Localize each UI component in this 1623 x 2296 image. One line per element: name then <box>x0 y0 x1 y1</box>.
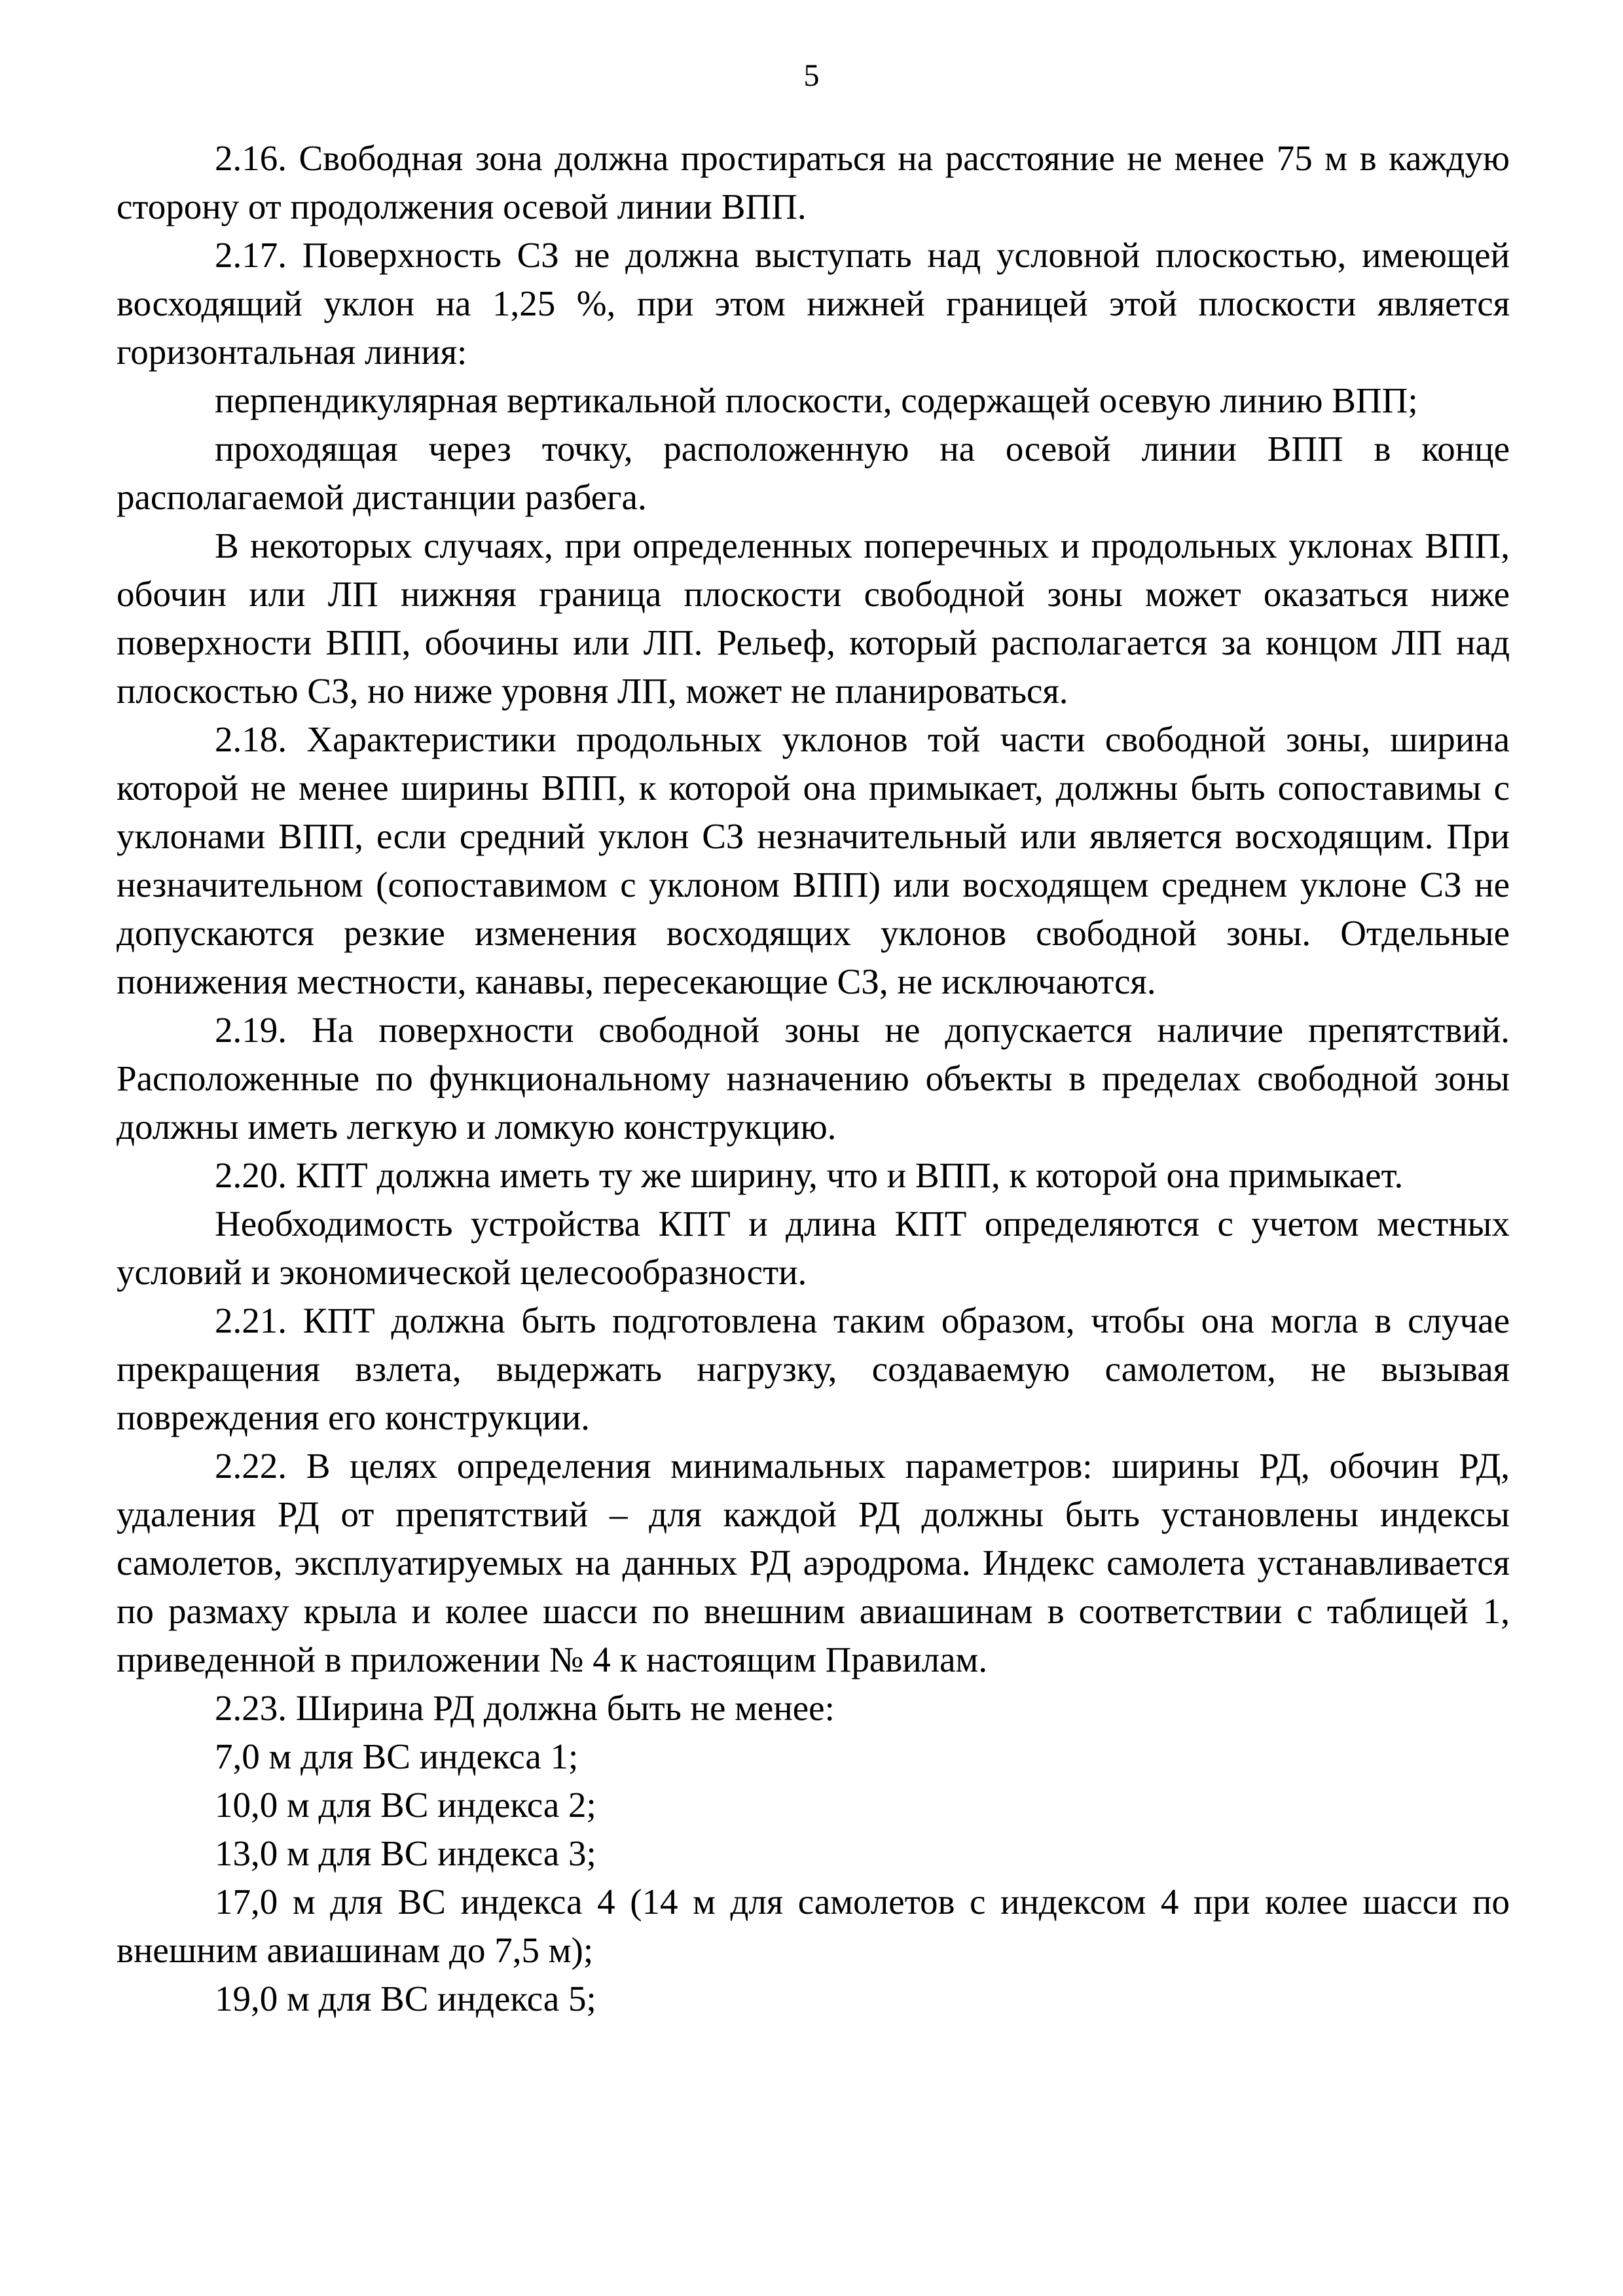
list-item-passing-point: проходящая через точку, расположенную на осевой линии ВПП в конце располагаемой дистанции разбега. <box>117 429 1510 517</box>
page-number: 5 <box>803 58 820 93</box>
list-item-index-2: 10,0 м для ВС индекса 2; <box>215 1785 596 1825</box>
list-item-index-4: 17,0 м для ВС индекса 4 (14 м для самолетов с индексом 4 при колее шасси по внешним авиашинам до 7,5 м); <box>117 1882 1510 1970</box>
paragraph-2-19: 2.19. На поверхности свободной зоны не допускается наличие препятствий. Расположенные по функциональному назначению объекты в пределах свободной зоны должны иметь легкую и ломкую конструкцию. <box>117 1010 1510 1147</box>
paragraph-some-cases: В некоторых случаях, при определенных поперечных и продольных уклонах ВПП, обочин или ЛП нижняя граница плоскости свободной зоны может оказаться ниже поверхности ВПП, обочины или ЛП. Рельеф, который располагается за концом ЛП над плоскостью СЗ, но ниже уровня ЛП, может не планироваться. <box>117 526 1510 711</box>
paragraph-2-22: 2.22. В целях определения минимальных параметров: ширины РД, обочин РД, удаления РД от препятствий – для каждой РД должны быть установлены индексы самолетов, эксплуатируемых на данных РД аэродрома. Индекс самолета устанавливается по размаху крыла и колее шасси по внешним авиашинам в соответствии с таблицей 1, приведенной в приложении № 4 к настоящим Правилам. <box>117 1446 1510 1679</box>
paragraph-2-21: 2.21. КПТ должна быть подготовлена таким образом, чтобы она могла в случае прекращения взлета, выдержать нагрузку, создаваемую самолетом, не вызывая повреждения его конструкции. <box>117 1300 1510 1437</box>
paragraph-2-17: 2.17. Поверхность СЗ не должна выступать над условной плоскостью, имеющей восходящий уклон на 1,25 %, при этом нижней границей этой плоскости является горизонтальная линия: <box>117 235 1510 372</box>
list-item-index-3: 13,0 м для ВС индекса 3; <box>215 1833 596 1873</box>
paragraph-2-23: 2.23. Ширина РД должна быть не менее: <box>215 1688 835 1728</box>
paragraph-2-18: 2.18. Характеристики продольных уклонов той части свободной зоны, ширина которой не менее ширины ВПП, к которой она примыкает, должны быть сопоставимы с уклонами ВПП, если средний уклон СЗ незначительный или является восходящим. При незначительном (сопоставимом с уклоном ВПП) или восходящем среднем уклоне СЗ не допускаются резкие изменения восходящих уклонов свободной зоны. Отдельные понижения местности, канавы, пересекающие СЗ, не исключаются. <box>117 719 1510 1001</box>
paragraph-2-20: 2.20. КПТ должна иметь ту же ширину, что и ВПП, к которой она примыкает. <box>215 1155 1404 1195</box>
list-item-index-5: 19,0 м для ВС индекса 5; <box>215 1979 596 2018</box>
paragraph-necessity-kpt: Необходимость устройства КПТ и длина КПТ определяются с учетом местных условий и экономической целесообразности. <box>117 1204 1510 1292</box>
list-item-perpendicular: перпендикулярная вертикальной плоскости, содержащей осевую линию ВПП; <box>215 380 1418 420</box>
paragraph-2-16: 2.16. Свободная зона должна простираться на расстояние не менее 75 м в каждую сторону от продолжения осевой линии ВПП. <box>117 138 1510 226</box>
list-item-index-1: 7,0 м для ВС индекса 1; <box>215 1736 579 1776</box>
document-body <box>117 134 1510 2023</box>
